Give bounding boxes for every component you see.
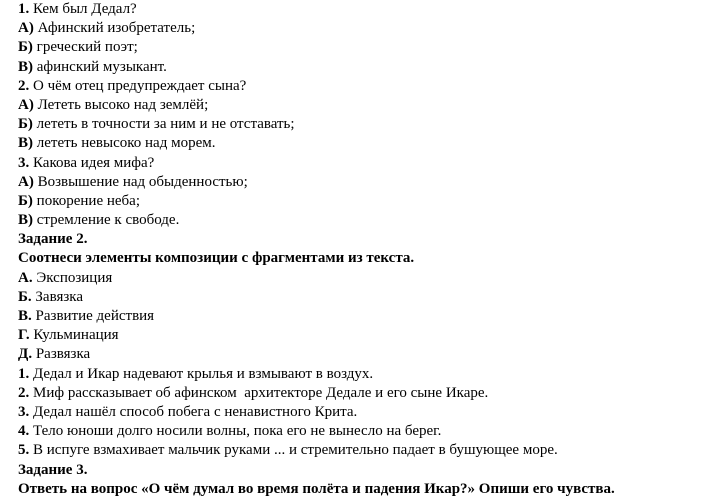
option-letter: В) <box>18 135 33 152</box>
option-letter: Б) <box>18 39 33 56</box>
fragment-number: 3. <box>18 403 30 420</box>
question-number: 2. <box>18 77 30 94</box>
question-text: Кем был Дедал? <box>29 1 137 17</box>
answer-option <box>18 58 718 77</box>
answer-option <box>18 134 718 153</box>
element-letter: Б. <box>18 288 32 305</box>
element-letter: А. <box>18 269 33 286</box>
element-text: Завязка <box>31 288 84 305</box>
text-fragment <box>18 384 718 403</box>
fragment-number: 5. <box>18 442 30 459</box>
answer-option <box>18 192 718 211</box>
option-text: Афинский изобретатель; <box>33 20 196 37</box>
option-text: греческий поэт; <box>32 39 138 56</box>
element-text: Кульминация <box>29 327 119 344</box>
option-letter: Б) <box>18 116 33 133</box>
fragment-text: Дедал и Икар надевают крылья и взмывают в воздух. <box>29 365 374 382</box>
task-3-title: Задание 3. <box>18 461 88 478</box>
option-text: лететь невысоко над морем. <box>33 135 216 152</box>
option-letter: А) <box>18 96 34 113</box>
option-text: Лететь высоко над землёй; <box>33 96 209 113</box>
question-number: 3. <box>18 154 30 171</box>
fragment-text: Миф рассказывает об афинском архитекторе Дедале и его сыне Икаре. <box>29 384 489 401</box>
text-fragment <box>18 422 718 441</box>
question-2 <box>18 77 718 96</box>
option-text: покорение неба; <box>32 192 140 209</box>
option-letter: В) <box>18 212 33 229</box>
fragment-text: Тело юноши долго носили волны, пока его не вынесло на берег. <box>29 423 442 440</box>
option-letter: А) <box>18 20 34 37</box>
element-letter: В. <box>18 308 32 324</box>
option-letter: В) <box>18 58 33 75</box>
worksheet <box>18 0 718 499</box>
fragment-number: 2. <box>18 384 30 401</box>
task-2-instruction: Соотнеси элементы композиции с фрагментами из текста. <box>18 250 415 267</box>
answer-option <box>18 211 718 230</box>
fragment-text: В испуге взмахивает мальчик руками ... и стремительно падает в бушующее море. <box>29 442 558 459</box>
question-text: Какова идея мифа? <box>29 154 155 171</box>
composition-element <box>18 345 718 364</box>
option-letter: Б) <box>18 192 33 209</box>
question-number: 1. <box>18 1 30 17</box>
fragment-number: 4. <box>18 423 30 440</box>
answer-option <box>18 173 718 192</box>
fragment-text: Дедал нашёл способ побега с ненавистного Крита. <box>29 403 358 420</box>
answer-option <box>18 19 718 38</box>
answer-option <box>18 38 718 57</box>
composition-element <box>18 326 718 345</box>
element-letter: Г. <box>18 327 30 344</box>
question-text: О чём отец предупреждает сына? <box>29 77 247 94</box>
option-text: афинский музыкант. <box>33 58 167 75</box>
option-text: стремление к свободе. <box>33 212 180 229</box>
task-3-instruction: Ответь на вопрос «О чём думал во время полёта и падения Икар?» Опиши его чувства. <box>18 480 615 497</box>
question-1 <box>18 0 718 19</box>
task-2-title: Задание 2. <box>18 231 88 248</box>
option-text: лететь в точности за ним и не отставать; <box>32 116 295 133</box>
composition-element <box>18 269 718 288</box>
element-text: Экспозиция <box>32 269 113 286</box>
element-text: Развитие действия <box>31 308 155 324</box>
answer-option <box>18 96 718 115</box>
element-letter: Д. <box>18 346 33 363</box>
option-text: Возвышение над обыденностью; <box>33 173 248 190</box>
text-fragment <box>18 441 718 460</box>
fragment-number: 1. <box>18 365 30 382</box>
element-text: Развязка <box>32 346 91 363</box>
text-fragment <box>18 365 718 384</box>
text-fragment <box>18 403 718 422</box>
composition-element <box>18 307 718 326</box>
composition-element <box>18 288 718 307</box>
option-letter: А) <box>18 173 34 190</box>
question-3 <box>18 154 718 173</box>
answer-option <box>18 115 718 134</box>
